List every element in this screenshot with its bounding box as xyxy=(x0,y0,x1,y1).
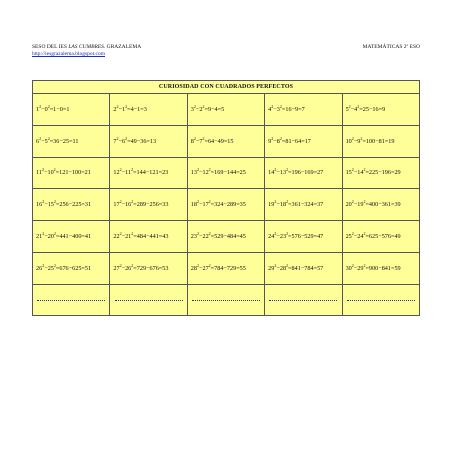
table-row xyxy=(33,189,420,221)
equation-cell xyxy=(265,189,342,221)
equation-cell xyxy=(342,189,419,221)
exponent: 2 xyxy=(274,262,277,268)
blank-answer-cell xyxy=(265,284,342,315)
minus-sign: − xyxy=(353,201,358,209)
school-prefix: SESO DEL IES xyxy=(32,44,69,50)
equation-result: =576−529=47 xyxy=(288,233,324,241)
exponent: 2 xyxy=(274,199,277,205)
exponent: 2 xyxy=(208,262,211,268)
equation-result: =36−25=11 xyxy=(49,137,79,145)
equation-cell xyxy=(187,252,264,284)
base-b: 26 xyxy=(125,264,132,272)
dotted-line xyxy=(115,300,183,301)
exponent: 2 xyxy=(279,103,282,109)
base-b: 7 xyxy=(199,137,203,145)
equation-cell xyxy=(33,189,110,221)
minus-sign: − xyxy=(276,264,280,272)
exponent: 2 xyxy=(286,199,289,205)
exponent: 2 xyxy=(351,199,354,205)
exponent: 2 xyxy=(348,103,351,109)
equation-cell xyxy=(187,94,264,126)
equation-result: =196−169=27 xyxy=(288,169,324,177)
minus-sign: − xyxy=(121,169,126,177)
blank-answer-cell xyxy=(110,284,187,315)
exponent: 2 xyxy=(193,103,196,109)
base-b: 8 xyxy=(276,137,280,145)
exponent: 2 xyxy=(363,262,366,268)
exponent: 2 xyxy=(351,262,354,268)
equation-cell xyxy=(110,157,187,189)
exponent: 2 xyxy=(286,167,289,173)
minus-sign: − xyxy=(118,137,122,145)
base-b: 5 xyxy=(44,137,48,145)
exponent: 2 xyxy=(202,103,205,109)
exponent: 2 xyxy=(196,262,199,268)
exponent: 2 xyxy=(271,103,274,109)
base-a: 12 xyxy=(113,169,120,177)
exponent: 2 xyxy=(119,262,122,268)
equation-cell xyxy=(342,125,419,157)
base-b: 25 xyxy=(47,264,54,272)
base-b: 24 xyxy=(357,233,364,241)
equation-cell xyxy=(110,252,187,284)
exponent: 2 xyxy=(208,199,211,205)
equation-result: =676−625=51 xyxy=(55,264,92,272)
base-a: 18 xyxy=(190,201,197,209)
base-a: 9 xyxy=(268,137,272,145)
base-a: 25 xyxy=(345,233,352,241)
equation-result: =64−49=15 xyxy=(204,137,234,145)
minus-sign: − xyxy=(353,169,358,177)
equation-result: =361−324=37 xyxy=(288,201,324,209)
header-left xyxy=(32,44,141,58)
equation-result: =289−256=33 xyxy=(133,201,169,209)
base-a: 6 xyxy=(36,137,40,145)
equation-result: =784−729=55 xyxy=(210,264,246,272)
equation-result: =256−225=31 xyxy=(55,201,92,209)
equation-cell xyxy=(187,189,264,221)
equation-cell xyxy=(110,189,187,221)
table-row xyxy=(33,157,420,189)
base-a: 16 xyxy=(36,201,43,209)
exponent: 2 xyxy=(357,103,360,109)
equation-result: =841−784=57 xyxy=(288,264,324,272)
exponent: 2 xyxy=(196,231,199,237)
exponent: 2 xyxy=(196,167,199,173)
table-body xyxy=(33,94,420,316)
dotted-line xyxy=(37,300,105,301)
minus-sign: − xyxy=(41,105,45,113)
base-b: 22 xyxy=(202,233,209,241)
blank-answer-cell xyxy=(33,284,110,315)
base-b: 27 xyxy=(202,264,209,272)
base-b: 0 xyxy=(44,105,48,113)
minus-sign: − xyxy=(43,169,48,177)
exponent: 2 xyxy=(42,231,45,237)
base-a: 27 xyxy=(113,264,120,272)
table-row xyxy=(33,125,420,157)
base-a: 17 xyxy=(113,201,120,209)
minus-sign: − xyxy=(198,233,203,241)
base-b: 9 xyxy=(357,137,361,145)
minus-sign: − xyxy=(350,105,355,113)
page-header xyxy=(32,44,420,64)
exponent: 2 xyxy=(131,262,134,268)
base-b: 10 xyxy=(47,169,54,177)
equation-cell xyxy=(342,252,419,284)
base-a: 4 xyxy=(268,105,272,113)
equation-cell xyxy=(342,221,419,253)
exponent: 2 xyxy=(131,199,134,205)
minus-sign: − xyxy=(353,137,358,145)
exponent: 2 xyxy=(351,167,354,173)
exponent: 2 xyxy=(119,231,122,237)
base-a: 29 xyxy=(268,264,275,272)
equation-cell xyxy=(265,157,342,189)
equation-result: =441−400=41 xyxy=(55,233,92,241)
exponent: 2 xyxy=(196,199,199,205)
dotted-line xyxy=(347,300,415,301)
table-row xyxy=(33,94,420,126)
base-b: 20 xyxy=(47,233,54,241)
minus-sign: − xyxy=(118,105,122,113)
base-b: 14 xyxy=(357,169,364,177)
minus-sign: − xyxy=(121,233,126,241)
exponent: 2 xyxy=(363,167,366,173)
minus-sign: − xyxy=(195,137,200,145)
table-title: CURIOSIDAD CON CUADRADOS PERFECTOS xyxy=(33,81,420,94)
base-a: 11 xyxy=(36,169,42,177)
exponent: 2 xyxy=(351,135,354,141)
exponent: 2 xyxy=(53,199,56,205)
base-b: 18 xyxy=(279,201,287,209)
equation-cell xyxy=(342,94,419,126)
minus-sign: − xyxy=(353,264,358,272)
blank-answer-cell xyxy=(342,284,419,315)
equation-result: =324−289=35 xyxy=(210,201,246,209)
equation-result: =100−81=19 xyxy=(362,137,395,145)
exponent: 2 xyxy=(208,231,211,237)
exponent: 2 xyxy=(116,103,119,109)
base-a: 8 xyxy=(190,137,194,145)
base-a: 23 xyxy=(190,233,197,241)
exponent: 2 xyxy=(360,135,363,141)
equation-cell xyxy=(265,94,342,126)
base-a: 24 xyxy=(268,233,275,241)
base-a: 14 xyxy=(268,169,275,177)
base-a: 3 xyxy=(190,105,194,113)
equation-cell xyxy=(110,125,187,157)
base-b: 1 xyxy=(121,105,126,113)
base-b: 6 xyxy=(121,137,126,145)
exponent: 2 xyxy=(119,199,122,205)
base-b: 11 xyxy=(125,169,132,177)
minus-sign: − xyxy=(44,201,48,209)
dotted-line xyxy=(192,300,260,301)
base-a: 26 xyxy=(36,264,43,272)
minus-sign: − xyxy=(44,233,48,241)
equation-result: =9−4=5 xyxy=(204,105,225,113)
minus-sign: − xyxy=(195,105,200,113)
table-row xyxy=(33,221,420,253)
exponent: 2 xyxy=(351,231,354,237)
subject-label: MATEMÁTICAS 2º ESO xyxy=(362,44,420,50)
base-a: 15 xyxy=(345,169,352,177)
exponent: 2 xyxy=(42,262,45,268)
base-b: 21 xyxy=(125,233,132,241)
school-line xyxy=(32,44,141,50)
base-b: 4 xyxy=(354,105,358,113)
exponent: 2 xyxy=(202,135,205,141)
equation-result: =121−100=21 xyxy=(55,169,91,177)
exponent: 2 xyxy=(47,135,50,141)
base-b: 15 xyxy=(47,201,54,209)
equation-cell xyxy=(110,221,187,253)
exponent: 2 xyxy=(39,103,42,109)
base-a: 21 xyxy=(36,233,43,241)
equation-cell xyxy=(33,157,110,189)
equation-result: =144−121=23 xyxy=(133,169,169,177)
blank-row xyxy=(33,284,420,315)
dotted-line xyxy=(269,300,337,301)
base-a: 10 xyxy=(345,137,352,145)
base-b: 29 xyxy=(357,264,364,272)
exponent: 2 xyxy=(279,135,282,141)
school-suffix: . GRAZALEMA xyxy=(103,44,142,50)
minus-sign: − xyxy=(198,264,203,272)
minus-sign: − xyxy=(121,264,126,272)
equation-cell xyxy=(265,125,342,157)
exponent: 2 xyxy=(363,231,366,237)
equation-cell xyxy=(265,252,342,284)
exponent: 2 xyxy=(116,135,119,141)
equation-result: =25−16=9 xyxy=(359,105,386,113)
base-b: 3 xyxy=(276,105,280,113)
equation-cell xyxy=(187,157,264,189)
exponent: 2 xyxy=(274,167,277,173)
squares-table xyxy=(32,80,420,316)
base-b: 2 xyxy=(199,105,203,113)
minus-sign: − xyxy=(198,201,203,209)
base-b: 17 xyxy=(202,201,209,209)
exponent: 2 xyxy=(53,262,56,268)
base-a: 30 xyxy=(345,264,352,272)
equation-result: =169−144=25 xyxy=(210,169,246,177)
base-b: 13 xyxy=(279,169,287,177)
exponent: 2 xyxy=(271,135,274,141)
base-b: 19 xyxy=(357,201,364,209)
equation-result: =484−441=43 xyxy=(133,233,169,241)
equation-result: =625−576=49 xyxy=(365,233,401,241)
equation-cell xyxy=(33,221,110,253)
exponent: 2 xyxy=(208,167,211,173)
minus-sign: − xyxy=(41,137,45,145)
base-a: 5 xyxy=(345,105,349,113)
exponent: 2 xyxy=(131,167,134,173)
exponent: 2 xyxy=(131,231,134,237)
equation-cell xyxy=(265,221,342,253)
equation-result: =1−0=1 xyxy=(49,105,70,113)
base-a: 13 xyxy=(190,169,197,177)
equation-cell xyxy=(110,94,187,126)
equation-result: =225−196=29 xyxy=(365,169,401,177)
table-row xyxy=(33,252,420,284)
exponent: 2 xyxy=(363,199,366,205)
equation-cell xyxy=(187,125,264,157)
equation-cell xyxy=(33,94,110,126)
exponent: 2 xyxy=(41,167,44,173)
minus-sign: − xyxy=(353,233,358,241)
equation-result: =49−36=13 xyxy=(127,137,157,145)
exponent: 2 xyxy=(274,231,277,237)
equation-cell xyxy=(342,157,419,189)
minus-sign: − xyxy=(44,264,48,272)
equation-result: =16−9=7 xyxy=(281,105,305,113)
blank-answer-cell xyxy=(187,284,264,315)
exponent: 2 xyxy=(193,135,196,141)
base-b: 23 xyxy=(279,233,287,241)
minus-sign: − xyxy=(121,201,126,209)
exponent: 2 xyxy=(42,199,45,205)
base-a: 1 xyxy=(36,105,40,113)
equation-result: =81−64=17 xyxy=(281,137,311,145)
equation-cell xyxy=(187,221,264,253)
exponent: 2 xyxy=(53,167,56,173)
base-a: 7 xyxy=(113,137,117,145)
base-a: 2 xyxy=(113,105,117,113)
equation-cell xyxy=(33,252,110,284)
school-name: LAS CUMBRES xyxy=(68,44,104,50)
exponent: 2 xyxy=(125,103,128,109)
minus-sign: − xyxy=(198,169,203,177)
base-b: 28 xyxy=(279,264,287,272)
exponent: 2 xyxy=(286,262,289,268)
equation-result: =529−484=45 xyxy=(210,233,246,241)
equation-result: =900−841=59 xyxy=(365,264,401,272)
minus-sign: − xyxy=(276,201,280,209)
base-b: 16 xyxy=(125,201,132,209)
equation-cell xyxy=(33,125,110,157)
equation-result: =4−1=3 xyxy=(127,105,147,113)
base-b: 12 xyxy=(202,169,209,177)
base-a: 19 xyxy=(268,201,275,209)
minus-sign: − xyxy=(273,137,277,145)
base-a: 20 xyxy=(345,201,352,209)
exponent: 2 xyxy=(125,135,128,141)
exponent: 2 xyxy=(286,231,289,237)
minus-sign: − xyxy=(276,233,280,241)
minus-sign: − xyxy=(273,105,277,113)
exponent: 2 xyxy=(119,167,122,173)
equation-result: =400−361=39 xyxy=(365,201,401,209)
exponent: 2 xyxy=(53,231,56,237)
minus-sign: − xyxy=(276,169,280,177)
exponent: 2 xyxy=(47,103,50,109)
base-a: 28 xyxy=(190,264,197,272)
website-link[interactable]: http://iesgrazalema.blogspot.com xyxy=(32,51,106,57)
base-a: 22 xyxy=(113,233,120,241)
exponent: 2 xyxy=(39,135,42,141)
equation-result: =729−676=53 xyxy=(133,264,169,272)
